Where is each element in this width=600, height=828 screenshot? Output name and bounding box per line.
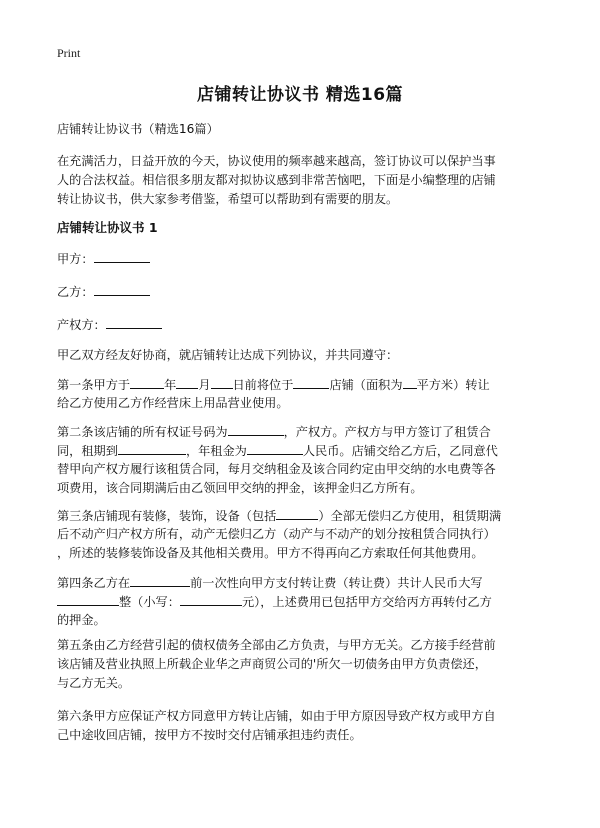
article-4-text: 第四条乙方在 [57, 576, 131, 590]
article-2-text: 同，租期到 [57, 444, 118, 458]
party-b-blank [94, 282, 150, 296]
article-5 [57, 636, 547, 693]
preamble-text: 甲乙双方经友好协商，就店铺转让达成下列协议，并共同遵守： [57, 348, 399, 362]
article-3-line: ，所述的装修装饰设备及其他相关费用。甲方不得再向乙方索取任何其他费用。 [57, 546, 484, 560]
party-b-label: 乙方： [57, 285, 94, 299]
intro-line: 转让协议书，供大家参考借鉴，希望可以帮助到有需要的朋友。 [57, 192, 399, 206]
day-blank [211, 375, 233, 389]
article-6-line: 己中途收回店铺，按甲方不按时交付店铺承担违约责任。 [57, 728, 362, 742]
lease-end-blank [118, 441, 186, 455]
article-4-line [57, 592, 547, 611]
preamble [57, 346, 547, 365]
amount-lowercase-blank [180, 592, 242, 606]
article-1-text: 年 [164, 378, 177, 392]
location-blank [293, 375, 329, 389]
cert-number-blank [228, 422, 284, 436]
article-1-text: 月 [198, 378, 211, 392]
article-1-text: 平方米）转让 [416, 378, 490, 392]
area-blank [403, 375, 417, 389]
article-1-text: 店铺（面积为 [329, 378, 403, 392]
article-2-text: 第二条该店铺的所有权证号码为 [57, 425, 228, 439]
article-2-line: 替甲向产权方履行该租赁合同，每月交纳租金及该合同约定由甲交纳的水电费等各 [57, 462, 496, 476]
article-4-text: 前一次性向甲方支付转让费（转让费）共计人民币大写 [190, 576, 483, 590]
article-4-line: 的押金。 [57, 613, 106, 627]
owner-line [57, 315, 547, 335]
article-3-line: 后不动产归产权方所有，动产无偿归乙方（动产与不动产的划分按租赁合同执行） [57, 527, 496, 541]
article-5-line: 与乙方无关。 [57, 676, 131, 690]
annual-rent-blank [247, 441, 303, 455]
article-3 [57, 506, 547, 563]
article-6 [57, 707, 547, 745]
article-4-text: 整（小写： [119, 595, 180, 609]
article-1-text: 第一条甲方于 [57, 378, 131, 392]
intro-paragraph [57, 152, 547, 209]
document-subtitle [57, 120, 547, 139]
article-3-line [57, 506, 547, 525]
article-4-text: 元），上述费用已包括甲方交给丙方再转付乙方 [241, 595, 492, 609]
party-a-label: 甲方： [57, 252, 94, 266]
intro-line: 在充满活力，日益开放的今天，协议使用的频率越来越高，签订协议可以保护当事 [57, 154, 496, 168]
subtitle-text: 店铺转让协议书（精选16篇） [57, 122, 219, 136]
article-4-line [57, 573, 547, 592]
article-2-line [57, 441, 547, 460]
article-1-text: 日前将位于 [232, 378, 294, 392]
party-a-blank [94, 249, 150, 263]
article-2-text: ，产权方。产权方与甲方签订了租赁合 [283, 425, 491, 439]
party-b-line [57, 282, 547, 302]
article-4 [57, 573, 547, 630]
article-5-line: 该店铺及营业执照上所载企业华之声商贸公司的'所欠一切债务由甲方负责偿还， [57, 657, 487, 671]
article-2-text: 人民币。店铺交给乙方后，乙同意代 [302, 444, 498, 458]
article-6-line: 第六条甲方应保证产权方同意甲方转让店铺，如由于甲方原因导致产权方或甲方自 [57, 709, 496, 723]
payment-date-blank [130, 573, 190, 587]
article-1-line [57, 375, 547, 394]
article-2-line: 项费用，该合同期满后由乙领回甲交纳的押金，该押金归乙方所有。 [57, 481, 423, 495]
article-3-text: ）全部无偿归乙方使用，租赁期满 [318, 509, 502, 523]
article-1-line: 给乙方使用乙方作经营床上用品营业使用。 [57, 396, 289, 410]
amount-uppercase-blank [57, 592, 119, 606]
owner-blank [106, 315, 162, 329]
owner-label: 产权方： [57, 318, 106, 332]
article-5-line: 第五条由乙方经营引起的债权债务全部由乙方负责，与甲方无关。乙方接手经营前 [57, 638, 496, 652]
print-label: Print [57, 46, 81, 60]
article-2-line [57, 422, 547, 441]
month-blank [176, 375, 198, 389]
article-2 [57, 422, 547, 498]
party-a-line [57, 249, 547, 269]
document-title: 店铺转让协议书 精选16篇 [196, 85, 404, 105]
year-blank [130, 375, 164, 389]
article-3-text: 第三条店铺现有装修，装饰，设备（包括 [57, 509, 277, 523]
equipment-blank [276, 506, 318, 520]
article-2-text: ，年租金为 [185, 444, 247, 458]
section-heading: 店铺转让协议书 1 [57, 220, 158, 235]
intro-line: 人的合法权益。相信很多朋友都对拟协议感到非常苦恼吧，下面是小编整理的店铺 [57, 173, 496, 187]
article-1 [57, 375, 547, 413]
